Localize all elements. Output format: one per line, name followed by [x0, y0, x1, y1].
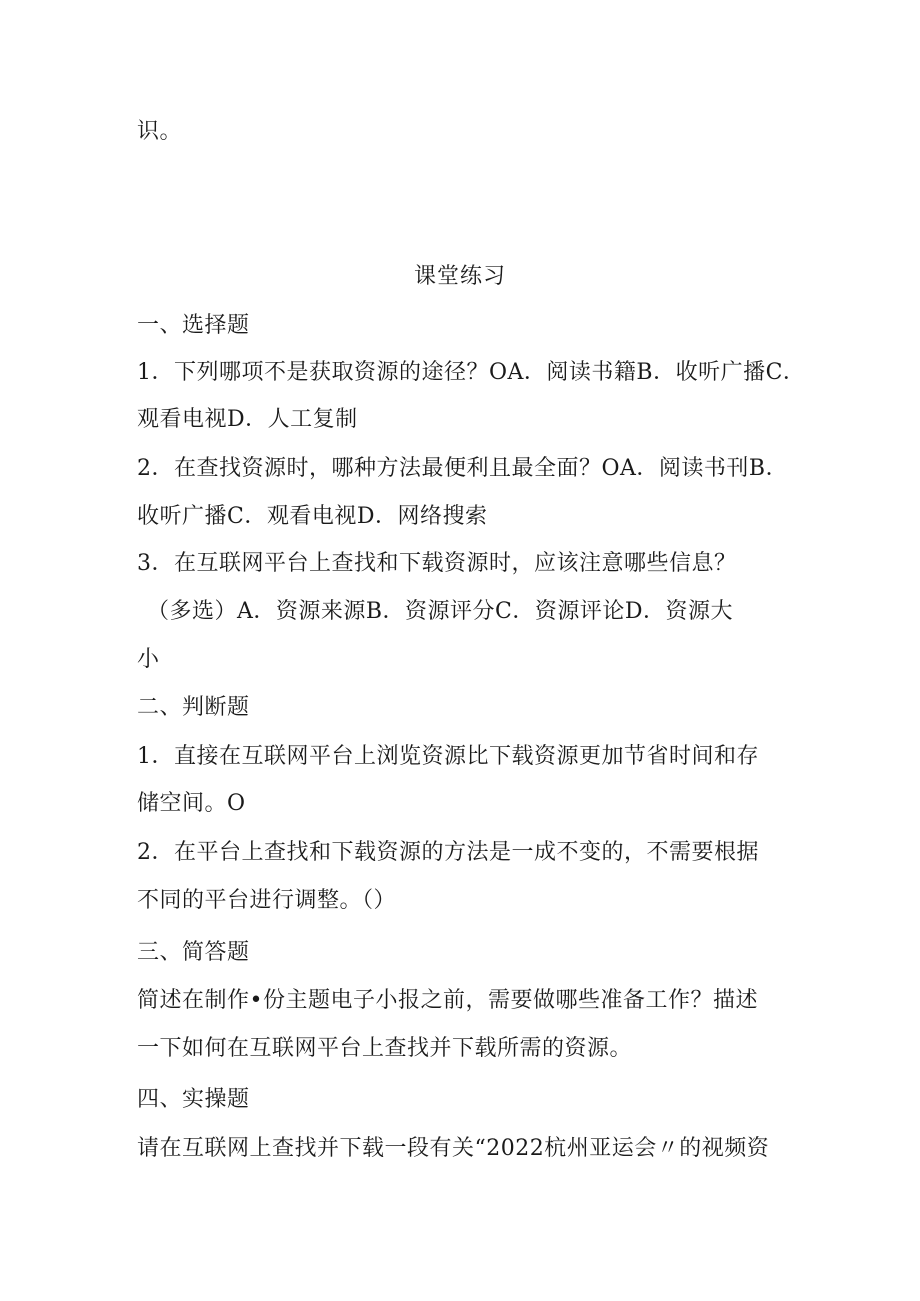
judge-q1-line1: 1．直接在互联网平台上浏览资源比下载资源更加节省时间和存	[137, 744, 759, 769]
choice-q3-line2: （多选）A．资源来源B．资源评分C．资源评论D．资源大	[147, 599, 734, 624]
judge-q2-line1: 2．在平台上查找和下载资源的方法是一成不变的，不需要根据	[137, 840, 759, 865]
short-line2: 一下如何在互联网平台上查找并下载所需的资源。	[137, 1036, 633, 1061]
judge-q2-line2: 不同的平台进行调整。（）	[137, 888, 397, 913]
choice-q1-line1: 1．下列哪项不是获取资源的途径？OA．阅读书籍B．收听广播C．	[137, 360, 806, 385]
section-heading-choice: 一、选择题	[137, 313, 250, 338]
choice-q2-line1: 2．在查找资源时，哪种方法最便利且最全面？OA．阅读书刊B．	[137, 456, 789, 481]
practice-line1: 请在互联网上查找并下载一段有关“2022杭州亚运会〃的视频资	[137, 1136, 770, 1161]
section-heading-short: 三、简答题	[137, 940, 250, 965]
page-title: 课堂练习	[413, 264, 506, 289]
section-heading-judge: 二、判断题	[137, 695, 250, 720]
choice-q3-line3: 小	[137, 647, 160, 672]
choice-q2-line2: 收听广播C．观看电视D．网络搜索	[137, 504, 488, 529]
short-line1: 简述在制作•份主题电子小报之前，需要做哪些准备工作？描述	[137, 988, 758, 1013]
continuation-text: 识。	[137, 119, 183, 144]
section-heading-practice: 四、实操题	[137, 1087, 250, 1112]
judge-q1-line2: 储空间。O	[137, 791, 246, 816]
choice-q1-line2: 观看电视D．人工复制	[137, 407, 358, 432]
choice-q3-line1: 3．在互联网平台上查找和下载资源时，应该注意哪些信息？	[137, 551, 737, 576]
